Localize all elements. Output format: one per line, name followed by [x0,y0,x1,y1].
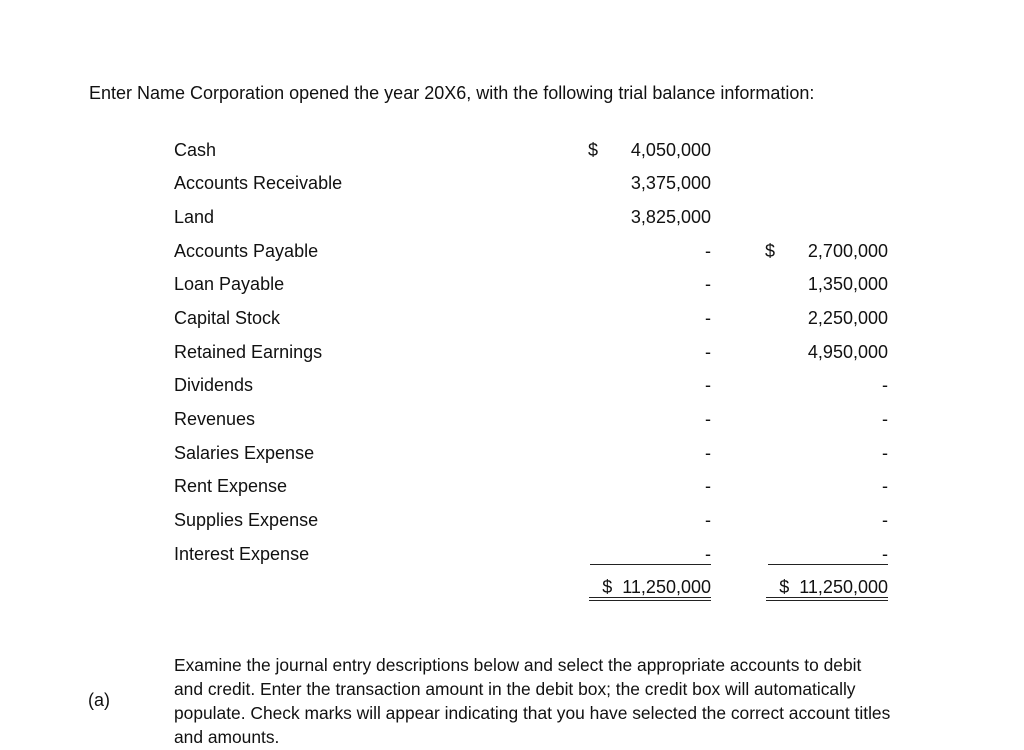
table-row [0,207,1024,231]
credit-amount: - [882,476,888,496]
table-row [0,476,1024,500]
debit-currency-symbol: $ [588,140,599,160]
credit-currency-symbol: $ [765,241,776,261]
debit-amount: - [705,409,711,429]
credit-amount: 2,250,000 [807,308,888,328]
debit-amount: - [705,375,711,395]
credit-amount: - [882,375,888,395]
table-row [0,510,1024,534]
debit-amount: - [705,443,711,463]
credit-total [766,577,888,598]
debit-amount: 3,825,000 [630,207,711,227]
table-row [0,173,1024,197]
table-row [0,443,1024,467]
debit-total-value: $ 11,250,000 [602,577,711,597]
debit-amount: - [705,274,711,294]
part-label: (a) [88,690,110,710]
debit-total [589,577,711,598]
account-name: Retained Earnings [174,342,323,362]
account-name: Capital Stock [174,308,281,328]
account-name: Land [174,207,215,227]
debit-amount: - [705,241,711,261]
credit-amount: - [882,409,888,429]
debit-amount: - [705,544,711,564]
credit-subtotal-rule [768,564,888,565]
account-name: Cash [174,140,217,160]
intro-text: Enter Name Corporation opened the year 20X6, with the following trial balance information: [89,83,815,103]
table-row [0,409,1024,433]
table-row [0,274,1024,298]
account-name: Rent Expense [174,476,288,496]
account-name: Revenues [174,409,256,429]
credit-amount: 1,350,000 [807,274,888,294]
debit-amount: - [705,510,711,530]
debit-amount: - [705,342,711,362]
account-name: Salaries Expense [174,443,315,463]
table-row [0,375,1024,399]
account-name: Supplies Expense [174,510,319,530]
debit-amount: 4,050,000 [630,140,711,160]
account-name: Accounts Payable [174,241,319,261]
table-row [0,342,1024,366]
debit-amount: 3,375,000 [630,173,711,193]
credit-amount: 2,700,000 [807,241,888,261]
credit-total-value: $ 11,250,000 [779,577,888,597]
table-row [0,140,1024,164]
credit-amount: 4,950,000 [807,342,888,362]
debit-subtotal-rule [590,564,711,565]
credit-amount: - [882,443,888,463]
account-name: Accounts Receivable [174,173,343,193]
account-name: Interest Expense [174,544,310,564]
debit-amount: - [705,476,711,496]
instructions-text: Examine the journal entry descriptions below and select the appropriate accounts to debit and credit. Enter the transaction amount in the debit box; the credit box will automatically populate. Check marks will appear indicating that you have selected the correct account titles and amounts. [174,655,891,747]
table-row [0,241,1024,265]
account-name: Dividends [174,375,254,395]
table-row [0,308,1024,332]
credit-amount: - [882,544,888,564]
debit-amount: - [705,308,711,328]
account-name: Loan Payable [174,274,285,294]
credit-amount: - [882,510,888,530]
